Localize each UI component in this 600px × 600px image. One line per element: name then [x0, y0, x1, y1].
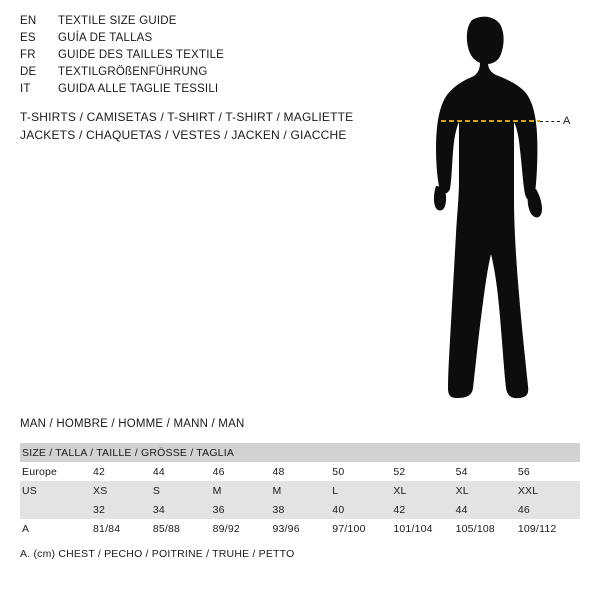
category-list	[20, 110, 420, 146]
cell: 42	[93, 462, 153, 481]
cell: 109/112	[518, 519, 580, 538]
cell: 81/84	[93, 519, 153, 538]
cell: 42	[393, 500, 455, 519]
size-table	[20, 443, 580, 538]
table-row	[20, 500, 580, 519]
cell: 85/88	[153, 519, 213, 538]
cell: 97/100	[332, 519, 393, 538]
table-header-row	[20, 443, 580, 462]
language-code: FR	[20, 49, 36, 61]
cell: 36	[213, 500, 273, 519]
cell: XS	[93, 481, 153, 500]
row-label: Europe	[20, 462, 93, 481]
language-row	[20, 15, 380, 32]
cell: 89/92	[213, 519, 273, 538]
cell: 50	[332, 462, 393, 481]
table-row	[20, 519, 580, 538]
cell: 46	[213, 462, 273, 481]
cell: S	[153, 481, 213, 500]
footnote: A. (cm) CHEST / PECHO / POITRINE / TRUHE / PETTO	[20, 548, 295, 560]
cell: 93/96	[272, 519, 332, 538]
row-label: US	[20, 481, 93, 500]
table-row	[20, 462, 580, 481]
cell: 52	[393, 462, 455, 481]
cell: M	[272, 481, 332, 500]
cell: 44	[456, 500, 518, 519]
language-text: TEXTILGRÖßENFÜHRUNG	[58, 66, 208, 78]
cell: XL	[456, 481, 518, 500]
cell: XXL	[518, 481, 580, 500]
language-code: EN	[20, 15, 37, 27]
male-silhouette-icon	[400, 10, 600, 410]
measure-label-a: A	[563, 115, 571, 127]
language-text: GUIDE DES TAILLES TEXTILE	[58, 49, 225, 61]
cell: XL	[393, 481, 455, 500]
male-figure-illustration	[400, 10, 600, 410]
cell: 56	[518, 462, 580, 481]
language-list	[20, 15, 380, 100]
cell: 32	[93, 500, 153, 519]
cell: L	[332, 481, 393, 500]
row-label: A	[20, 519, 93, 538]
cell: 105/108	[456, 519, 518, 538]
row-label	[20, 500, 93, 519]
language-text: GUÍA DE TALLAS	[58, 32, 153, 44]
table-title: MAN / HOMBRE / HOMME / MANN / MAN	[20, 418, 245, 430]
cell: 54	[456, 462, 518, 481]
language-row	[20, 49, 380, 66]
table-header-label: SIZE / TALLA / TAILLE / GRÖSSE / TAGLIA	[20, 443, 580, 462]
language-code: ES	[20, 32, 36, 44]
cell: 34	[153, 500, 213, 519]
language-row	[20, 66, 380, 83]
cell: M	[213, 481, 273, 500]
language-code: IT	[20, 83, 31, 95]
cell: 48	[272, 462, 332, 481]
language-row	[20, 32, 380, 49]
table-row	[20, 481, 580, 500]
language-text: GUIDA ALLE TAGLIE TESSILI	[58, 83, 219, 95]
language-row	[20, 83, 380, 100]
measure-leader-line	[540, 121, 560, 123]
category-jackets: JACKETS / CHAQUETAS / VESTES / JACKEN / GIACCHE	[20, 128, 347, 142]
cell: 40	[332, 500, 393, 519]
cell: 101/104	[393, 519, 455, 538]
language-code: DE	[20, 66, 37, 78]
cell: 46	[518, 500, 580, 519]
language-text: TEXTILE SIZE GUIDE	[58, 15, 177, 27]
cell: 44	[153, 462, 213, 481]
cell: 38	[272, 500, 332, 519]
category-tshirts: T-SHIRTS / CAMISETAS / T-SHIRT / T-SHIRT / MAGLIETTE	[20, 110, 354, 124]
